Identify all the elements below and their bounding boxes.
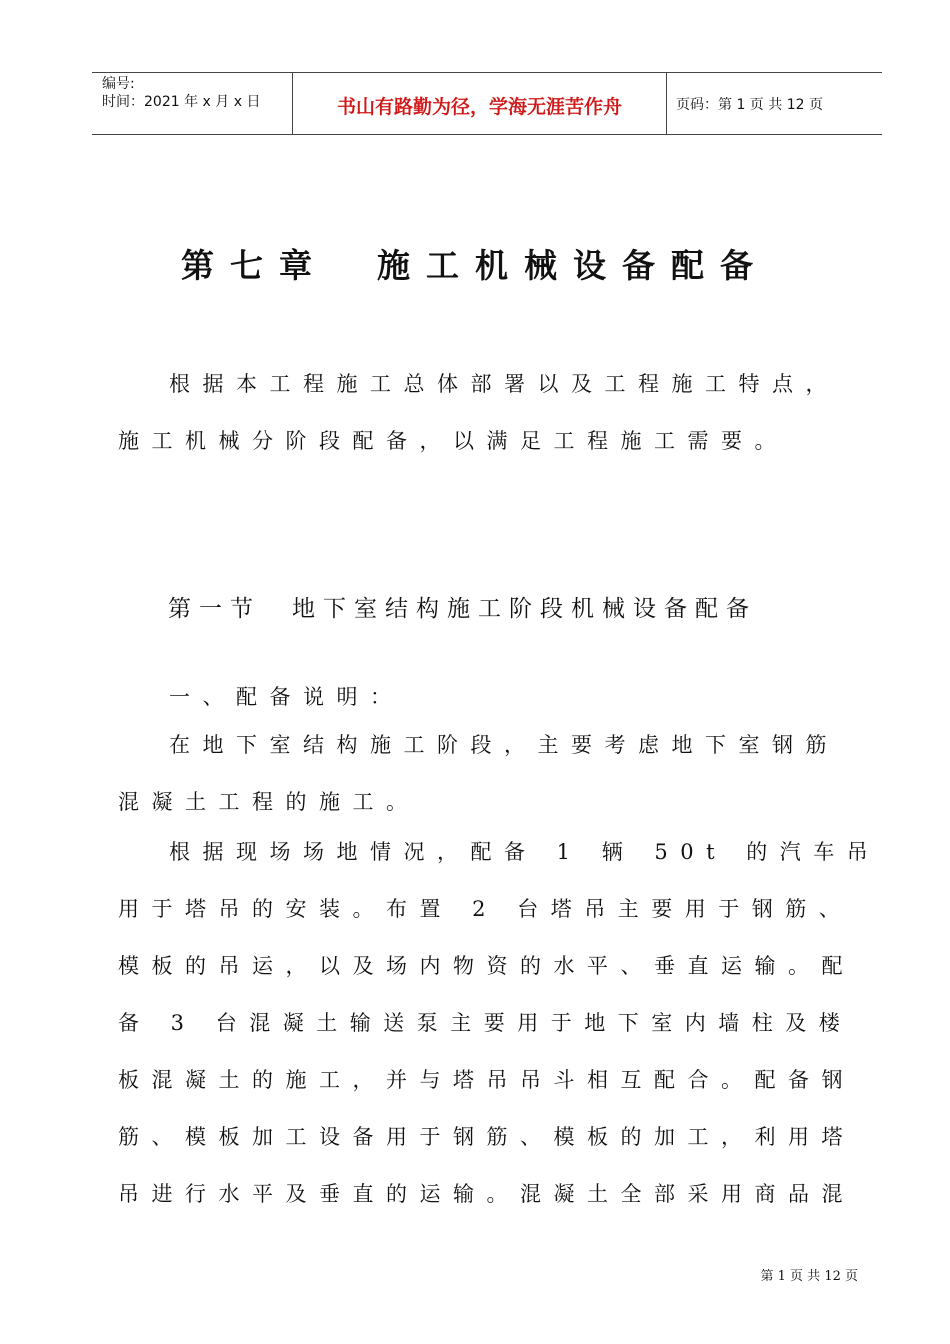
page-info: 页码：第 1 页 共 12 页	[676, 97, 823, 113]
subheading: 一、配备说明：	[169, 685, 404, 709]
body-line: 筋、模板加工设备用于钢筋、模板的加工，利用塔	[118, 1125, 855, 1149]
body-line: 在地下室结构施工阶段，主要考虑地下室钢筋	[169, 733, 839, 757]
intro-line: 施工机械分阶段配备，以满足工程施工需要。	[118, 429, 788, 453]
chapter-title: 第七章 施工机械设备配备	[181, 246, 769, 285]
motto-text: 书山有路勤为径，学海无涯苦作舟	[336, 96, 622, 118]
body-line: 吊进行水平及垂直的运输。混凝土全部采用商品混	[118, 1182, 855, 1206]
body-line: 用于塔吊的安装。布置 2 台塔吊主要用于钢筋、	[118, 897, 853, 921]
header-page-cell	[666, 73, 882, 134]
body-line: 根据现场场地情况，配备 1 辆 50t 的汽车吊	[169, 840, 881, 864]
document-time-label: 时间：2021 年 x 月 x 日	[102, 94, 261, 110]
document-code-label: 编号:	[102, 76, 135, 92]
page-footer: 第 1 页 共 12 页	[760, 1269, 858, 1284]
body-line: 板混凝土的施工，并与塔吊吊斗相互配合。配备钢	[118, 1068, 855, 1092]
header-meta-cell	[92, 73, 292, 134]
section-title: 第一节 地下室结构施工阶段机械设备配备	[168, 596, 757, 622]
intro-line: 根据本工程施工总体部署以及工程施工特点，	[169, 372, 839, 396]
page-header	[92, 72, 882, 135]
body-line: 混凝土工程的施工。	[118, 790, 420, 814]
body-line: 备 3 台混凝土输送泵主要用于地下室内墙柱及楼	[118, 1011, 853, 1035]
header-motto-cell	[292, 73, 667, 134]
body-line: 模板的吊运，以及场内物资的水平、垂直运输。配	[118, 954, 855, 978]
